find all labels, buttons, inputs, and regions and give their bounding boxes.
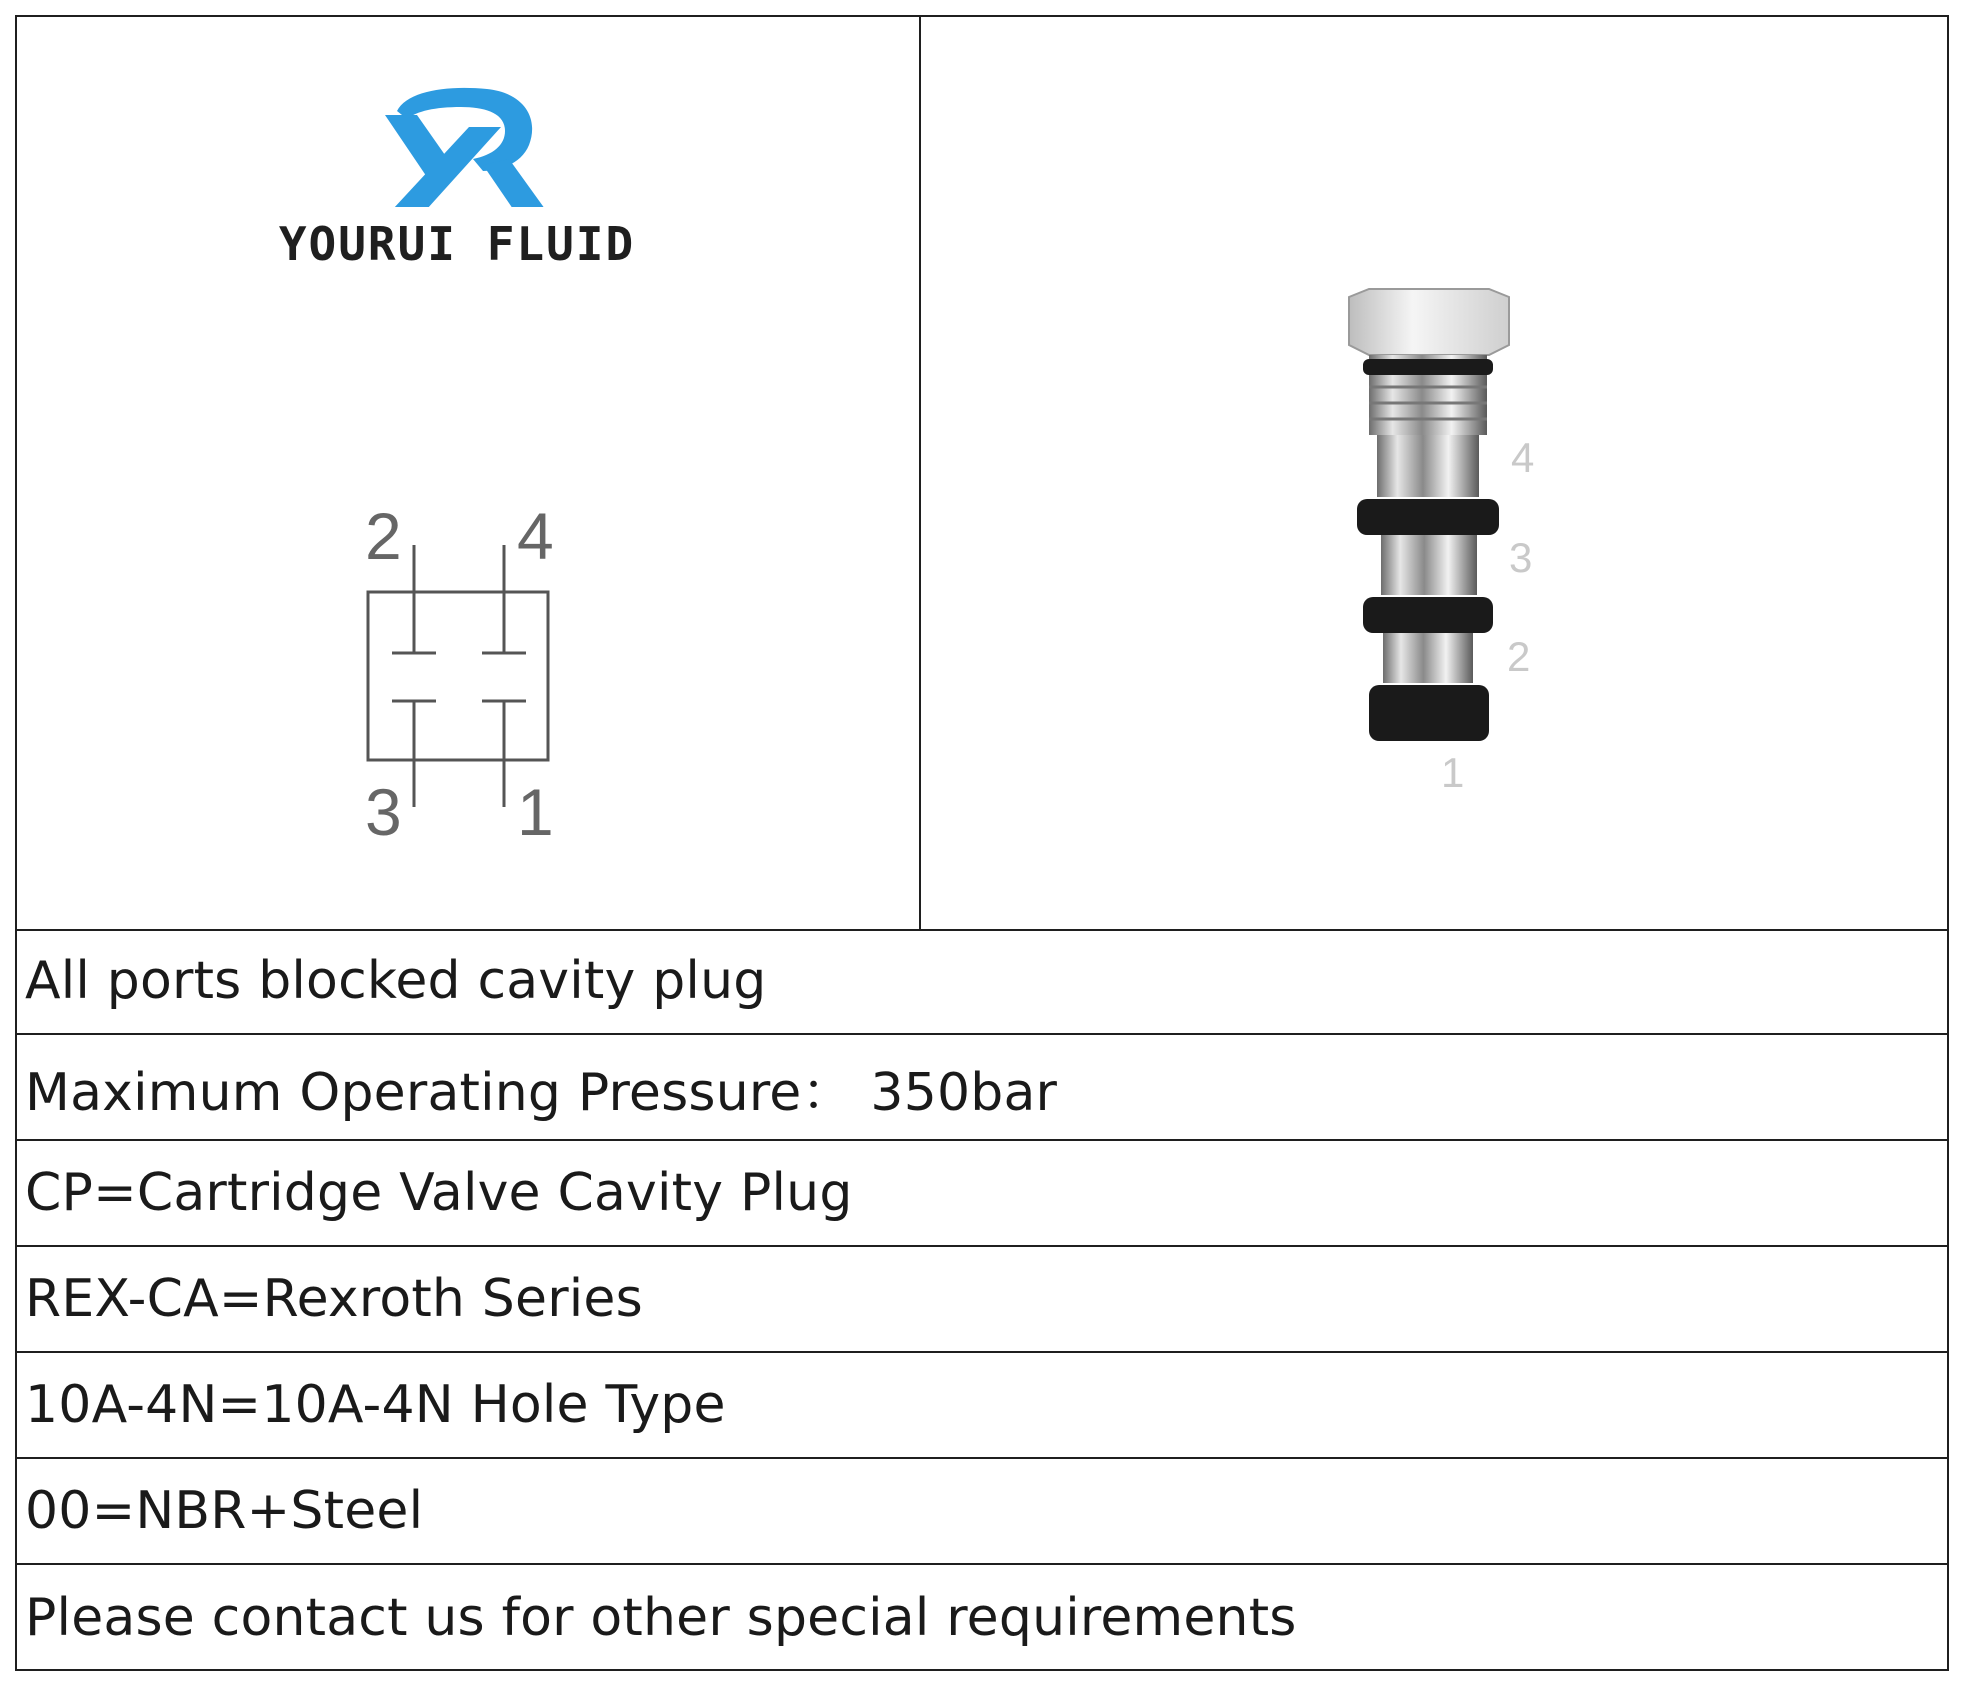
spec-row-pressure: Maximum Operating Pressure： 350bar — [17, 1035, 1947, 1141]
yr-logo-mark — [247, 67, 667, 207]
symbol-port-3: 3 — [365, 775, 402, 849]
product-port-4: 4 — [1511, 434, 1535, 481]
symbol-port-2: 2 — [365, 499, 402, 573]
hydraulic-symbol — [347, 487, 587, 857]
product-port-2: 2 — [1507, 633, 1531, 680]
product-photo-cell — [921, 17, 1947, 929]
symbol-port-4: 4 — [517, 499, 554, 573]
spec-row-material: 00=NBR+Steel — [17, 1459, 1947, 1565]
spec-row-description: All ports blocked cavity plug — [17, 929, 1947, 1035]
cavity-plug-illustration — [1321, 267, 1561, 797]
product-port-3: 3 — [1509, 534, 1533, 581]
brand-name: YOURUI FLUID — [278, 217, 636, 271]
brand-logo — [247, 67, 667, 297]
product-port-1: 1 — [1441, 749, 1465, 796]
logo-symbol-cell — [17, 17, 921, 929]
spec-rows — [17, 929, 1947, 1671]
spec-row-series: REX-CA=Rexroth Series — [17, 1247, 1947, 1353]
header-section — [17, 17, 1947, 931]
spec-row-contact: Please contact us for other special requirements — [25, 1588, 1297, 1648]
spec-sheet — [15, 15, 1949, 1671]
spec-row-cp: CP=Cartridge Valve Cavity Plug — [17, 1141, 1947, 1247]
spec-row-hole-type: 10A-4N=10A-4N Hole Type — [17, 1353, 1947, 1459]
symbol-port-1: 1 — [517, 775, 554, 849]
